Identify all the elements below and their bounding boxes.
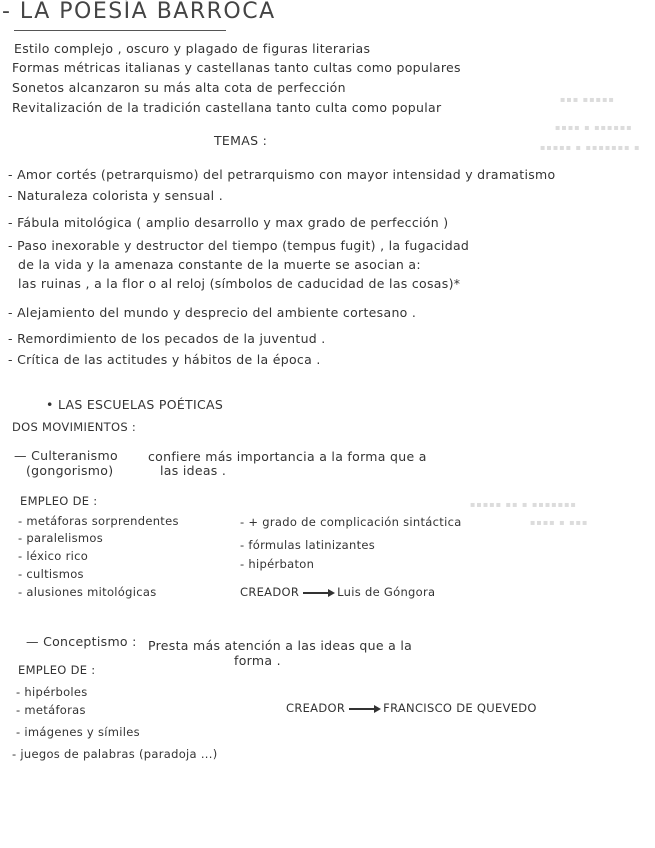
arrow-right-icon (303, 592, 333, 594)
tema-item: las ruinas , a la flor o al reloj (símbolos de caducidad de las cosas)* (18, 276, 461, 291)
culteranismo-feature: - fórmulas latinizantes (240, 538, 376, 552)
conceptismo-desc: forma . (234, 653, 281, 668)
tema-item: de la vida y la amenaza constante de la muerte se asocian a: (18, 257, 421, 272)
conceptismo-feature: - juegos de palabras (paradoja ...) (12, 747, 218, 761)
culteranismo-feature: - léxico rico (18, 549, 89, 563)
culteranismo-desc: las ideas . (160, 463, 227, 478)
culteranismo-label: — Culteranismo (14, 448, 118, 463)
conceptismo-desc: Presta más atención a las ideas que a la (148, 638, 413, 653)
bleed-through-mark: ▪▪▪▪▪ ▪▪ ▪ ▪▪▪▪▪▪▪ (470, 500, 577, 509)
creador-name: FRANCISCO DE QUEVEDO (383, 701, 537, 715)
culteranismo-desc: confiere más importancia a la forma que a (148, 449, 427, 464)
conceptismo-feature: - imágenes y símiles (16, 725, 140, 739)
tema-item: - Paso inexorable y destructor del tiempo (tempus fugit) , la fugacidad (8, 238, 470, 253)
culteranismo-feature: - + grado de complicación sintáctica (240, 515, 462, 529)
bleed-through-mark: ▪▪▪ ▪▪▪▪▪ (560, 95, 615, 104)
culteranismo-feature: - alusiones mitológicas (18, 585, 157, 599)
culteranismo-feature: - cultismos (18, 567, 84, 581)
intro-line: Revitalización de la tradición castellana tanto culta como popular (12, 100, 442, 115)
tema-item: - Alejamiento del mundo y desprecio del ambiente cortesano . (8, 305, 417, 320)
creador-label: CREADOR (240, 585, 300, 599)
creador-name: Luis de Góngora (337, 585, 436, 599)
arrow-right-icon (349, 708, 379, 710)
culteranismo-alias: (gongorismo) (26, 463, 114, 478)
temas-heading: TEMAS : (214, 133, 268, 148)
intro-line: Formas métricas italianas y castellanas tanto cultas como populares (12, 60, 461, 75)
title-underline (14, 30, 226, 31)
tema-item: - Remordimiento de los pecados de la juventud . (8, 331, 326, 346)
bleed-through-mark: ▪▪▪▪ ▪ ▪▪▪ (530, 518, 589, 527)
creador-label: CREADOR (286, 701, 346, 715)
tema-item: - Naturaleza colorista y sensual . (8, 188, 223, 203)
conceptismo-creador (286, 700, 537, 716)
conceptismo-feature: - hipérboles (16, 685, 88, 699)
tema-item: - Crítica de las actitudes y hábitos de la época . (8, 352, 321, 367)
culteranismo-feature: - hipérbaton (240, 557, 315, 571)
conceptismo-empleo: EMPLEO DE : (18, 663, 96, 677)
intro-line: Sonetos alcanzaron su más alta cota de perfección (12, 80, 346, 95)
culteranismo-empleo: EMPLEO DE : (20, 494, 98, 508)
culteranismo-creador (240, 584, 435, 600)
conceptismo-feature: - metáforas (16, 703, 86, 717)
bleed-through-mark: ▪▪▪▪ ▪ ▪▪▪▪▪▪ (555, 123, 633, 132)
tema-item: - Amor cortés (petrarquismo) del petrarquismo con mayor intensidad y dramatismo (8, 167, 556, 182)
escuelas-heading: • LAS ESCUELAS POÉTICAS (46, 397, 224, 412)
conceptismo-label: — Conceptismo : (26, 634, 137, 649)
tema-item: - Fábula mitológica ( amplio desarrollo y max grado de perfección ) (8, 215, 449, 230)
page-title: - LA POESÍA BARROCA (2, 0, 276, 24)
culteranismo-feature: - metáforas sorprendentes (18, 514, 179, 528)
movimientos-heading: DOS MOVIMIENTOS : (12, 420, 137, 434)
bleed-through-mark: ▪▪▪▪▪ ▪ ▪▪▪▪▪▪▪ ▪ (540, 143, 641, 152)
culteranismo-feature: - paralelismos (18, 531, 104, 545)
intro-line: Estilo complejo , oscuro y plagado de figuras literarias (14, 41, 371, 56)
